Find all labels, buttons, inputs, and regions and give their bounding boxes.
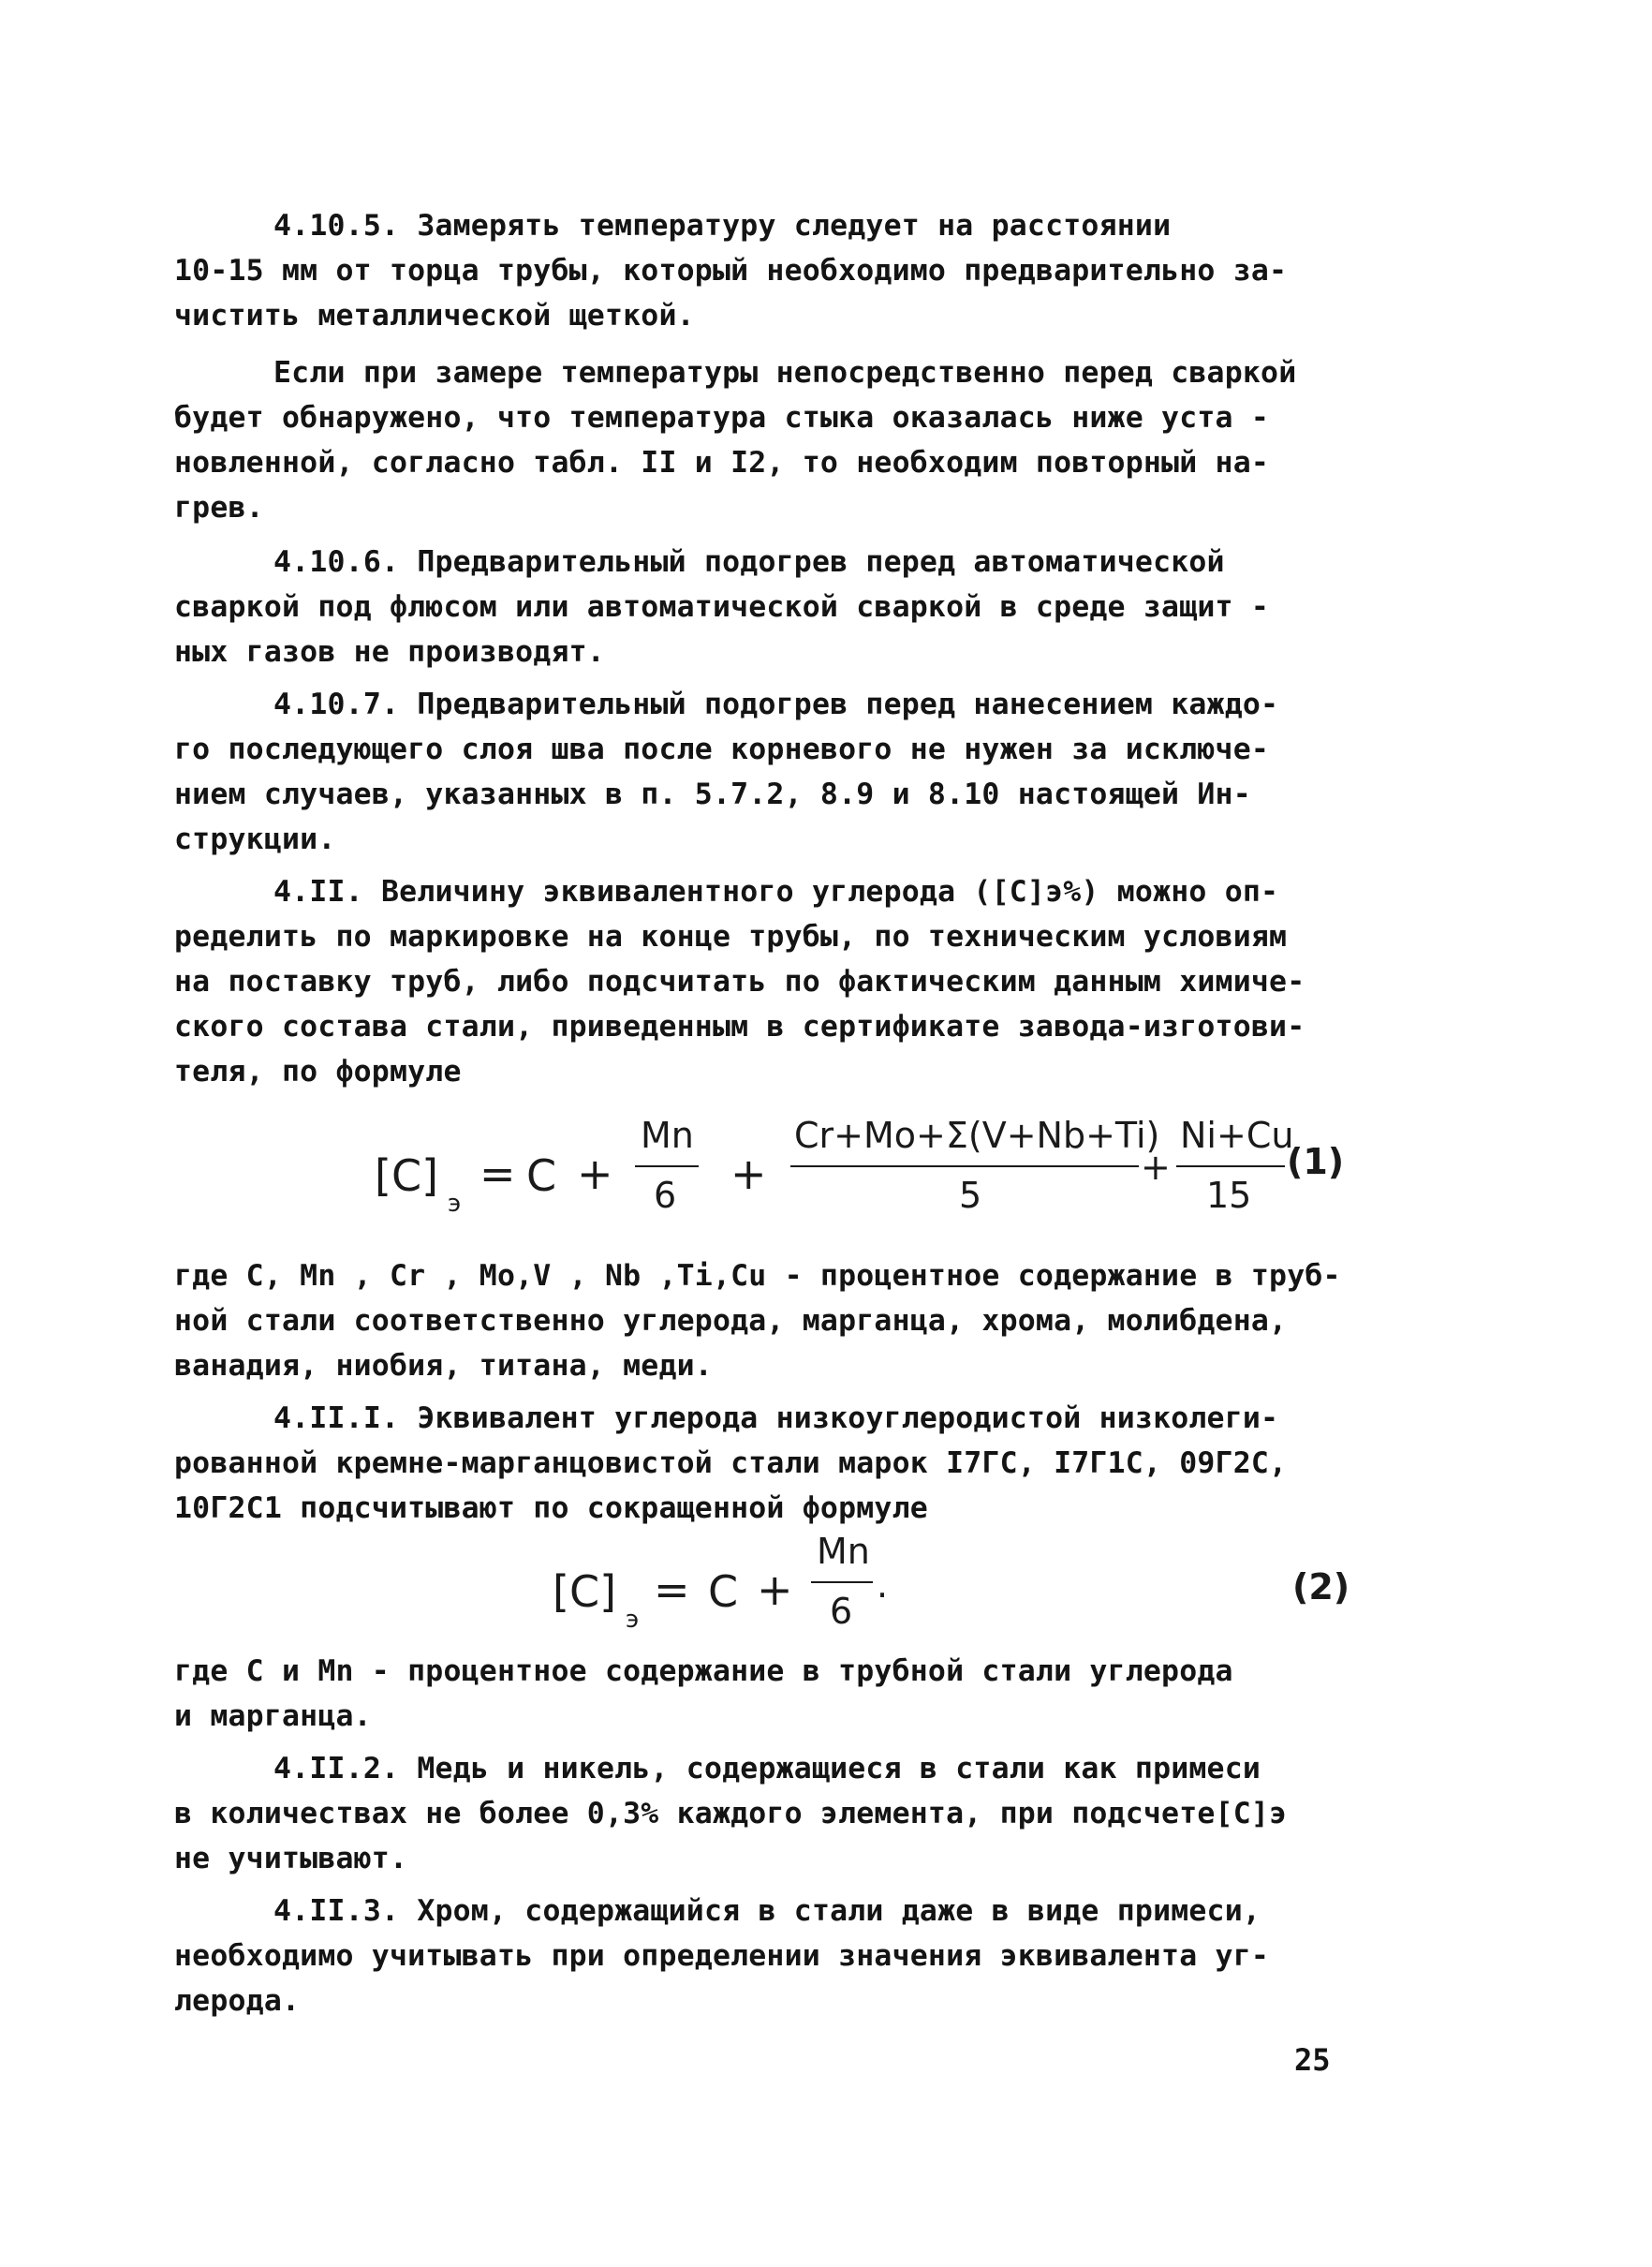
text-line: будет обнаружено, что температура стыка оказалась ниже уста - bbox=[174, 401, 1270, 435]
text-line: на поставку труб, либо подсчитать по фактическим данным химиче- bbox=[174, 965, 1305, 999]
text-line: 4.10.7. Предварительный подогрев перед нанесением каждо- bbox=[273, 688, 1279, 721]
formula-fraction-denominator: 5 bbox=[959, 1175, 982, 1216]
text-line: ных газов не производят. bbox=[174, 635, 605, 669]
text-line: и марганца. bbox=[174, 1699, 372, 1733]
text-line: новленной, согласно табл. II и I2, то необходим повторный на- bbox=[174, 446, 1270, 480]
formula-number: (2) bbox=[1292, 1566, 1350, 1608]
text-line: необходимо учитывать при определении значения эквивалента уг- bbox=[174, 1939, 1270, 1973]
fraction-bar bbox=[635, 1165, 699, 1167]
text-line: струкции. bbox=[174, 822, 336, 856]
formula-lhs: [C] bbox=[553, 1566, 617, 1617]
text-line: 4.II.I. Эквивалент углерода низкоуглеродистой низколеги- bbox=[273, 1401, 1279, 1435]
text-line: 4.II. Величину эквивалентного углерода ([С]э%) можно оп- bbox=[273, 875, 1279, 909]
formula-fraction-denominator: 6 bbox=[830, 1591, 853, 1632]
formula-lhs-subscript: э bbox=[448, 1190, 462, 1218]
text-line: рованной кремне-марганцовистой стали марок I7ГС, I7Г1С, 09Г2С, bbox=[174, 1446, 1288, 1480]
formula-fraction-numerator: Mn bbox=[641, 1115, 694, 1156]
formula-fraction-denominator: 6 bbox=[654, 1175, 677, 1216]
formula-fraction-numerator: Mn bbox=[817, 1531, 870, 1572]
formula-dot: . bbox=[877, 1564, 889, 1606]
text-line: не учитывают. bbox=[174, 1842, 408, 1875]
text-line: теля, по формуле bbox=[174, 1055, 462, 1089]
page-number: 25 bbox=[1294, 2042, 1331, 2078]
formula-fraction-numerator: Cr+Mo+Σ(V+Nb+Ti) bbox=[794, 1115, 1160, 1156]
text-line: нием случаев, указанных в п. 5.7.2, 8.9 и 8.10 настоящей Ин- bbox=[174, 778, 1251, 811]
text-line: сваркой под флюсом или автоматической сваркой в среде защит - bbox=[174, 590, 1270, 624]
text-line: 4.II.3. Хром, содержащийся в стали даже в виде примеси, bbox=[273, 1894, 1261, 1928]
text-line: 4.II.2. Медь и никель, содержащиеся в стали как примеси bbox=[273, 1752, 1261, 1785]
fraction-bar bbox=[811, 1581, 873, 1583]
text-line: где С и Мn - процентное содержание в трубной стали углерода bbox=[174, 1654, 1233, 1688]
formula-plus: + bbox=[730, 1148, 767, 1199]
formula-carbon: C bbox=[526, 1150, 557, 1201]
formula-fraction-numerator: Ni+Cu bbox=[1180, 1115, 1294, 1156]
text-line: в количествах не более 0,3% каждого элемента, при подсчете[С]э bbox=[174, 1797, 1288, 1830]
text-line: 10-15 мм от торца трубы, который необходимо предварительно за- bbox=[174, 254, 1288, 288]
formula-lhs: [C] bbox=[375, 1150, 439, 1201]
text-line: го последующего слоя шва после корневого не нужен за исключе- bbox=[174, 733, 1270, 766]
formula-equals: = bbox=[654, 1564, 690, 1615]
fraction-bar bbox=[1176, 1165, 1285, 1167]
text-line: ского состава стали, приведенным в сертификате завода-изготови- bbox=[174, 1010, 1305, 1044]
text-line: Если при замере температуры непосредственно перед сваркой bbox=[273, 356, 1297, 390]
text-line: 10Г2С1 подсчитывают по сокращенной формуле bbox=[174, 1491, 928, 1525]
fraction-bar bbox=[790, 1165, 1139, 1167]
text-line: ределить по маркировке на конце трубы, по техническим условиям bbox=[174, 920, 1288, 954]
formula-plus: + bbox=[1141, 1147, 1171, 1188]
formula-plus: + bbox=[577, 1148, 613, 1199]
formula-plus: + bbox=[757, 1564, 793, 1615]
formula-fraction-denominator: 15 bbox=[1206, 1175, 1252, 1216]
text-line: где С, Мn , Cr , Mo,V , Nb ,Ti,Cu - процентное содержание в труб- bbox=[174, 1259, 1341, 1293]
formula-equals: = bbox=[479, 1148, 516, 1199]
text-line: ванадия, ниобия, титана, меди. bbox=[174, 1349, 713, 1383]
text-line: 4.10.6. Предварительный подогрев перед автоматической bbox=[273, 545, 1225, 579]
formula-carbon: C bbox=[708, 1566, 739, 1617]
text-line: чистить металлической щеткой. bbox=[174, 299, 695, 333]
text-line: ной стали соответственно углерода, марганца, хрома, молибдена, bbox=[174, 1304, 1288, 1338]
formula-lhs-subscript: э bbox=[626, 1606, 640, 1634]
text-line: 4.10.5. Замерять температуру следует на расстоянии bbox=[273, 209, 1172, 243]
formula-number: (1) bbox=[1287, 1141, 1345, 1182]
text-line: грев. bbox=[174, 491, 264, 525]
text-line: лерода. bbox=[174, 1984, 301, 2018]
